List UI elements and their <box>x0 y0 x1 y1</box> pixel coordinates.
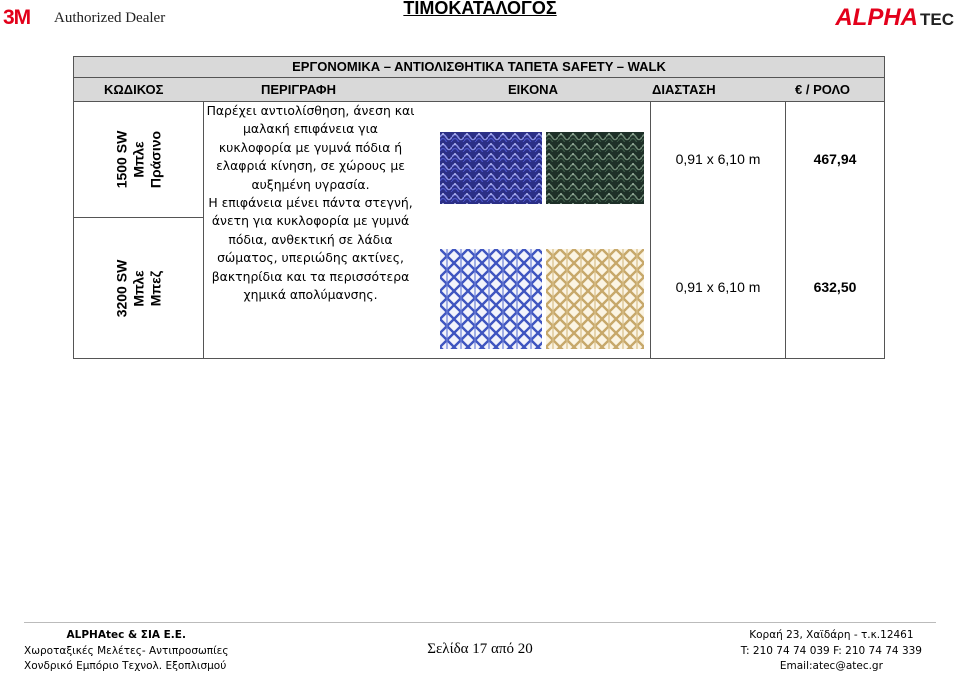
page-number: Σελίδα 17 από 20 <box>427 641 533 657</box>
footer-company: ALPHAtec & ΣΙΑ Ε.Ε. <box>66 629 186 641</box>
footer-contact-block <box>741 628 922 675</box>
swatch-beige-3200 <box>546 249 644 349</box>
code-line: Πράσινο <box>147 130 163 189</box>
code-line: 1500 SW <box>113 130 129 189</box>
footer-phones: T: 210 74 74 039 F: 210 74 74 339 <box>740 644 922 657</box>
col-divider <box>785 101 786 359</box>
code-line: Μπεζ <box>147 270 163 307</box>
dimension-1500sw: 0,91 x 6,10 m <box>675 151 761 167</box>
col-header-image: ΕΙΚΟΝΑ <box>508 82 558 97</box>
footer-rule <box>24 622 936 623</box>
footer-address: Κοραή 23, Χαϊδάρη - τ.κ.12461 <box>749 629 914 641</box>
footer-line: Χονδρικό Εμπόριο Τεχνολ. Εξοπλισμού <box>24 660 227 672</box>
code-line: 3200 SW <box>113 259 129 318</box>
code-line: Μπλε <box>130 270 146 307</box>
alphatec-logo-tec: TEC <box>920 10 954 29</box>
product-code-3200sw <box>74 218 203 359</box>
table-header-row <box>74 78 884 102</box>
col-header-dimension: ΔΙΑΣΤΑΣΗ <box>652 82 716 97</box>
footer-line: Χωροταξικές Μελέτες- Αντιπροσωπίες <box>24 644 229 657</box>
col-divider <box>203 101 204 359</box>
dimension-3200sw: 0,91 x 6,10 m <box>675 279 761 295</box>
table-title: ΕΡΓΟΝΟΜΙΚΑ – ΑΝΤΙΟΛΙΣΘΗΤΙΚΑ ΤΑΠΕΤΑ SAFETY – WALK <box>74 57 884 78</box>
3m-logo: 3M <box>3 6 31 29</box>
col-header-price: € / ΡΟΛΟ <box>795 82 850 97</box>
alphatec-logo-alpha: ALPHA <box>835 4 918 31</box>
authorized-dealer-label: Authorized Dealer <box>54 10 166 26</box>
product-description <box>205 102 416 304</box>
alphatec-logo <box>835 4 954 32</box>
swatch-blue-3200 <box>440 249 542 349</box>
col-header-description: ΠΕΡΙΓΡΑΦΗ <box>261 82 336 97</box>
price-3200sw: 632,50 <box>813 279 857 295</box>
price-table <box>73 56 885 359</box>
col-header-code: ΚΩΔΙΚΟΣ <box>104 82 164 97</box>
page-title: ΤΙΜΟΚΑΤΑΛΟΓΟΣ <box>403 0 557 18</box>
description-3200sw: Η επιφάνεια μένει πάντα στεγνή, άνετη για κυκλοφορία με γυμνά πόδια, ανθεκτική σε λάδια σώματος, υπεριώδης ακτίνες, βακτηρίδια και τα περισσότερα χημικά απολύμανσης. <box>208 195 413 303</box>
code-line: Μπλε <box>130 141 146 178</box>
swatch-blue-1500 <box>440 132 542 204</box>
product-code-1500sw <box>74 102 203 217</box>
footer-email: Email:atec@atec.gr <box>779 660 883 672</box>
col-divider <box>650 101 651 359</box>
price-1500sw: 467,94 <box>813 151 857 167</box>
swatch-green-1500 <box>546 132 644 204</box>
description-1500sw: Παρέχει αντιολίσθηση, άνεση και μαλακή επιφάνεια για κυκλοφορία με γυμνά πόδια ή ελαφριά κίνηση, σε χώρους με αυξημένη υγρασία. <box>206 103 415 192</box>
